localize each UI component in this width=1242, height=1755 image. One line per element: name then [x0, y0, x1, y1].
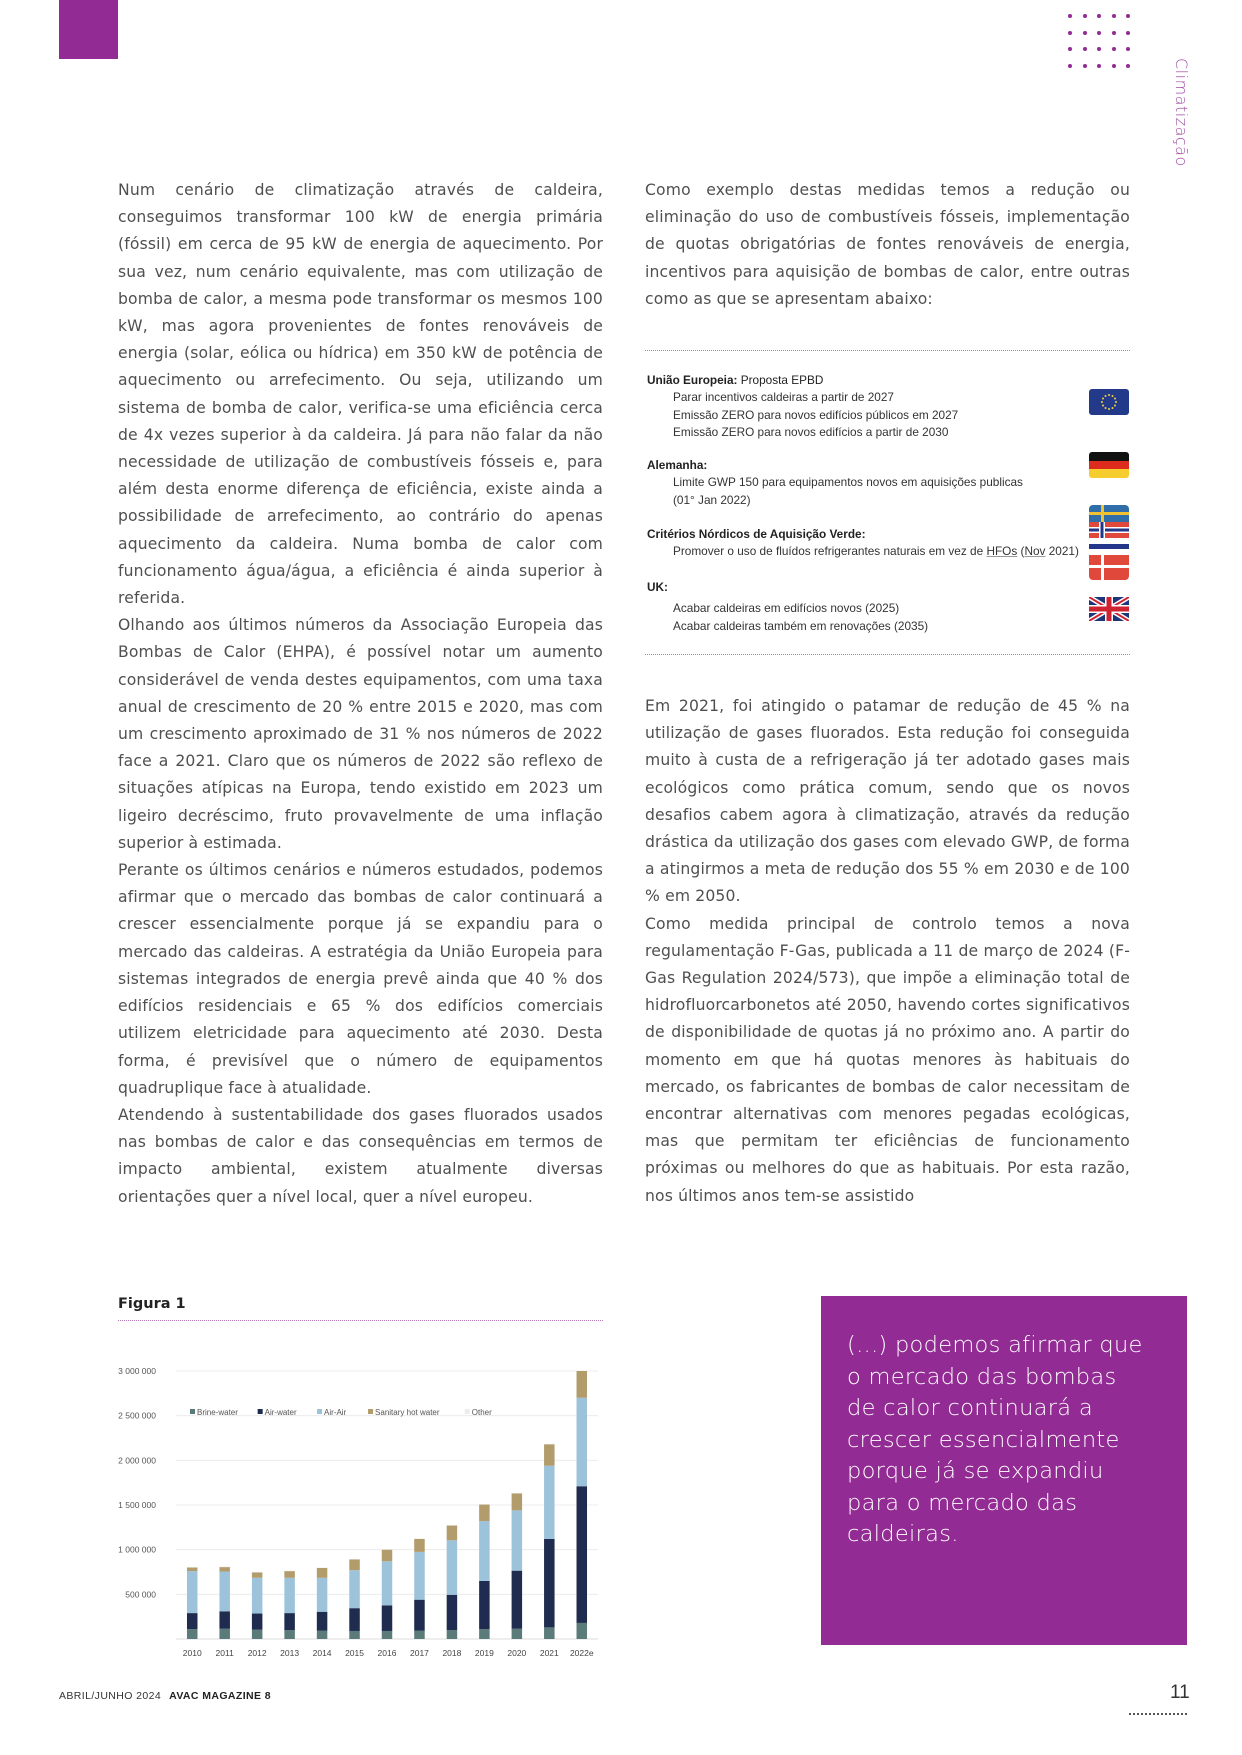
bar-segment [414, 1552, 425, 1600]
svg-text:2015: 2015 [345, 1648, 364, 1658]
bar-segment [252, 1578, 263, 1614]
bar-segment [382, 1550, 393, 1562]
bar-segment [219, 1572, 230, 1612]
svg-text:2014: 2014 [312, 1648, 332, 1658]
bar-segment [447, 1540, 458, 1594]
right-column-body [645, 693, 1130, 1210]
policy-infobox [645, 350, 1130, 655]
policy-germany [647, 457, 1023, 509]
bar-segment [317, 1568, 328, 1578]
svg-text:2018: 2018 [442, 1648, 462, 1658]
policy-germany-title: Alemanha: [647, 458, 708, 472]
footer-date: ABRIL/JUNHO 2024 [59, 1690, 162, 1702]
svg-text:500 000: 500 000 [125, 1589, 156, 1600]
bar-segment [512, 1510, 523, 1570]
bar-segment [512, 1571, 523, 1629]
policy-item: Limite GWP 150 para equipamentos novos em aquisições publicas [673, 475, 1023, 490]
bar-segment [447, 1526, 458, 1541]
bar-segment [544, 1539, 555, 1627]
footer-magazine: AVAC MAGAZINE 8 [169, 1690, 271, 1702]
bar-segment [284, 1578, 295, 1613]
pull-quote-text: (...) podemos afirmar que o mercado das bombas de calor continuará a crescer essencialmente porque já se expandiu para o mercado das caldeiras. [847, 1332, 1143, 1547]
bar-segment [284, 1630, 295, 1639]
svg-text:1 000 000: 1 000 000 [118, 1544, 156, 1555]
policy-item: Emissão ZERO para novos edifícios a partir de 2030 [673, 424, 949, 439]
bar-segment [349, 1570, 360, 1608]
bar-segment [382, 1561, 393, 1605]
eu-flag-icon [1089, 389, 1129, 415]
svg-text:2012: 2012 [247, 1648, 267, 1658]
bar-segment [447, 1630, 458, 1639]
bar-segment [577, 1398, 588, 1486]
bar-segment [187, 1629, 198, 1639]
svg-text:2016: 2016 [377, 1648, 397, 1658]
section-label: Climatização [1172, 58, 1191, 167]
svg-text:2017: 2017 [410, 1648, 429, 1658]
bar-segment [512, 1493, 523, 1510]
svg-text:2013: 2013 [280, 1648, 300, 1658]
legend-label: Air-Air [324, 1408, 347, 1417]
policy-uk-title: UK: [647, 580, 668, 594]
policy-item: Parar incentivos caldeiras a partir de 2027 [673, 390, 894, 405]
legend-label: Brine-water [197, 1408, 238, 1417]
svg-text:2019: 2019 [474, 1648, 494, 1658]
bar-segment [512, 1629, 523, 1639]
bar-segment [479, 1521, 490, 1581]
page-number: 11 [1170, 1682, 1190, 1703]
divider [118, 1320, 603, 1321]
bar-segment [219, 1611, 230, 1628]
policy-item: (01° Jan 2022) [673, 492, 751, 507]
bar-segment [284, 1571, 295, 1578]
svg-text:2021: 2021 [539, 1648, 559, 1658]
bar-segment [317, 1612, 328, 1631]
bar-segment [187, 1568, 198, 1572]
legend-label: Sanitary hot water [375, 1408, 440, 1417]
svg-text:2011: 2011 [215, 1648, 234, 1658]
policy-item: Emissão ZERO para novos edifícios públicos em 2027 [673, 407, 959, 422]
paragraph: Atendendo à sustentabilidade dos gases fluorados usados nas bombas de calor e das consequências em termos de impacto ambiental, existem atualmente diversas orientações quer a nível local, quer a nível europeu. [118, 1105, 603, 1206]
paragraph: Em 2021, foi atingido o patamar de redução de 45 % na utilização de gases fluorados. Esta redução foi conseguida muito à custa de a refrigeração já ter adotado gases mais ecológicos como prática comum, sendo que os novos desafios cabem agora à climatização, através da redução drástica da utilização dos gases com elevado GWP, de forma a atingirmos a meta de redução dos 55 % em 2030 e de 100 % em 2050. [645, 697, 1130, 906]
policy-item: Acabar caldeiras em edifícios novos (2025) [673, 601, 900, 616]
corner-accent-block [59, 0, 118, 59]
bar-segment [284, 1613, 295, 1630]
footer-issue [59, 1690, 271, 1702]
figure-title: Figura 1 [118, 1296, 186, 1312]
pull-quote [821, 1296, 1187, 1645]
bar-segment [479, 1629, 490, 1639]
bar-segment [577, 1623, 588, 1639]
svg-text:2020: 2020 [507, 1648, 527, 1658]
policy-eu-title: União Europeia: [647, 373, 738, 387]
stacked-bar-chart [118, 1331, 603, 1686]
bar-segment [349, 1631, 360, 1639]
divider [645, 350, 1130, 351]
germany-flag-icon [1089, 452, 1129, 478]
bar-segment [447, 1595, 458, 1630]
bar-segment [219, 1629, 230, 1639]
paragraph: Como medida principal de controlo temos a nova regulamentação F-Gas, publicada a 11 de março de 2024 (F-Gas Regulation 2024/573), que impõe a eliminação total de hidrofluorcarbonetos até 2050, havendo cortes significativos de disponibilidade de quotas já no próximo ano. A partir do momento em que há quotas menores às habituais do mercado, os fabricantes de bombas de calor necessitam de encontrar alternativas com menores pegadas ecológicas, mas que permitam ter eficiências de funcionamento próximas ou melhores do que as habituais. Por esta razão, nos últimos anos tem-se assistido [645, 914, 1130, 1205]
legend-label: Air-water [264, 1408, 297, 1417]
bar-segment [317, 1631, 328, 1639]
bar-segment [577, 1371, 588, 1398]
svg-text:2 500 000: 2 500 000 [118, 1410, 156, 1421]
bar-segment [252, 1572, 263, 1577]
svg-text:2 000 000: 2 000 000 [118, 1455, 156, 1466]
paragraph: Olhando aos últimos números da Associação Europeia das Bombas de Calor (EHPA), é possível notar um aumento considerável de venda destes equipamentos, com uma taxa anual de crescimento de 20 % entre 2015 e 2020, mas com um crescimento aproximado de 31 % nos números de 2022 face a 2021. Claro que os números de 2022 são reflexo de situações atípicas na Europa, tendo existido em 2023 um ligeiro decréscimo, fruto provavelmente de uma inflação superior à estimada. [118, 616, 603, 852]
bar-segment [219, 1567, 230, 1571]
bar-segment [544, 1627, 555, 1639]
bar-segment [414, 1631, 425, 1639]
policy-nordic [647, 526, 1079, 561]
chart-canvas [118, 1331, 603, 1686]
paragraph: Perante os últimos cenários e números estudados, podemos afirmar que o mercado das bombas de calor continuará a crescer essencialmente porque já se expandiu para o mercado das caldeiras. A estratégia da União Europeia para sistemas integrados de energia prevê ainda que 40 % dos edifícios residenciais e 65 % dos edifícios comerciais utilizem eletricidade para aquecimento até 2030. Desta forma, é previsível que o número de equipamentos quadruplique face à atualidade. [118, 861, 603, 1097]
policy-uk [647, 579, 928, 635]
uk-flag-icon [1089, 597, 1129, 621]
divider [645, 654, 1130, 655]
bar-segment [382, 1631, 393, 1639]
svg-text:3 000 000: 3 000 000 [118, 1366, 156, 1376]
left-column [118, 177, 603, 1211]
bar-segment [349, 1608, 360, 1631]
bar-segment [577, 1486, 588, 1623]
page-number-dots [1129, 1713, 1187, 1715]
bar-segment [382, 1606, 393, 1631]
bar-segment [414, 1600, 425, 1631]
svg-text:1 500 000: 1 500 000 [118, 1500, 156, 1510]
bar-segment [252, 1630, 263, 1639]
dot-grid-decoration [1068, 8, 1130, 74]
svg-text:2010: 2010 [182, 1648, 202, 1658]
nordic-flags-icon [1089, 505, 1129, 580]
policy-item: Promover o uso de fluídos refrigerantes naturais em vez de HFOs (Nov 2021) [673, 544, 1079, 559]
bar-segment [252, 1614, 263, 1630]
policy-nordic-title: Critérios Nórdicos de Aquisição Verde: [647, 527, 866, 541]
paragraph: Num cenário de climatização através de caldeira, conseguimos transformar 100 kW de energia primária (fóssil) em cerca de 95 kW de energia de aquecimento. Por sua vez, num cenário equivalente, mas com utilização de bomba de calor, a mesma pode transformar os mesmos 100 kW, mas agora provenientes de fontes renováveis de energia (solar, eólica ou hídrica) em 350 kW de potência de aquecimento ou arrefecimento. Ou seja, utilizando um sistema de bomba de calor, verifica-se uma eficiência cerca de 4x vezes superior à da caldeira. Já para não falar da não necessidade de utilização de combustíveis fósseis e, para além desta enorme diferença de eficiência, existe ainda a possibilidade de arrefecimento, ao contrário do apenas aquecimento da caldeira. Numa bomba de calor com funcionamento água/água, a eficiência é ainda superior à referida. [118, 181, 603, 608]
bar-segment [187, 1571, 198, 1613]
bar-segment [414, 1539, 425, 1552]
bar-segment [544, 1444, 555, 1465]
right-column-intro [645, 177, 1130, 313]
bar-segment [479, 1505, 490, 1522]
policy-item: Acabar caldeiras também em renovações (2035) [673, 618, 929, 633]
policy-eu [647, 372, 958, 441]
bar-segment [544, 1466, 555, 1539]
policy-eu-subtitle: Proposta EPBD [740, 373, 824, 387]
figure-1 [118, 1296, 603, 1686]
bar-segment [479, 1581, 490, 1629]
bar-segment [349, 1559, 360, 1570]
legend-label: Other [471, 1408, 492, 1417]
bar-segment [317, 1578, 328, 1612]
svg-text:2022e: 2022e [569, 1648, 594, 1658]
bar-segment [187, 1613, 198, 1629]
paragraph: Como exemplo destas medidas temos a redução ou eliminação do uso de combustíveis fósseis, implementação de quotas obrigatórias de fontes renováveis de energia, incentivos para aquisição de bombas de calor, entre outras como as que se apresentam abaixo: [645, 181, 1130, 308]
